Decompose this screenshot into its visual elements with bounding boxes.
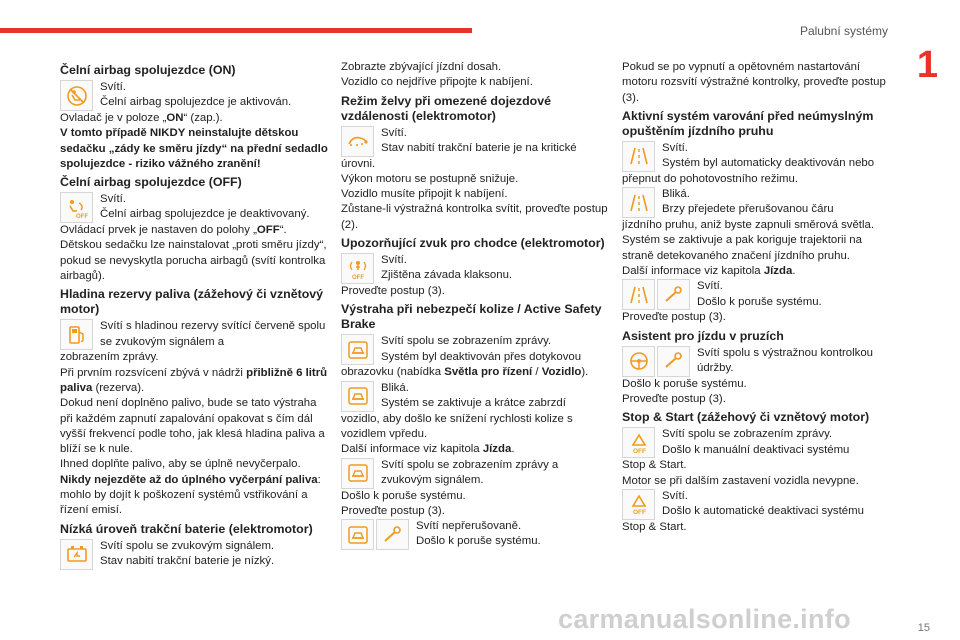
text: Došlo k poruše systému.	[416, 535, 541, 548]
paragraph	[341, 442, 609, 457]
paragraph: přepnut do pohotovostního režimu.	[622, 172, 799, 185]
turtle-icon	[341, 126, 374, 157]
paragraph: Proveďte postup (3).	[622, 392, 726, 405]
text: Brzy přejedete přerušovanou čáru	[662, 203, 834, 216]
heading-turtle-mode: Režim želvy při omezené dojezdové vzdálenosti (elektromotor)	[341, 93, 552, 123]
paragraph: Dětskou sedačku lze nainstalovat „proti směru jízdy“, pokud se nevyskytla porucha airbagů (svítí kontrolka airbagů).	[60, 239, 327, 283]
paragraph: Systém se zaktivuje a pak koriguje trajektorii na straně detekovaného značení jízdního pruhu.	[622, 234, 862, 262]
wrench-service-icon	[657, 279, 690, 310]
indicator-row-collision-1	[341, 334, 609, 365]
off-label: OFF	[632, 447, 646, 454]
text: Svítí spolu s výstražnou kontrolkou	[697, 346, 874, 359]
heading-lane-departure: Aktivní systém varování před neúmyslným opuštěním jízdního pruhu	[622, 108, 874, 138]
text: Jízda	[482, 443, 512, 456]
heading-collision-warning: Výstraha při nebezpečí kolize / Active Safety Brake	[341, 302, 602, 332]
lane-departure-icon	[622, 279, 655, 310]
paragraph: Stop & Start.	[622, 520, 687, 533]
paragraph: Zůstane-li výstražná kontrolka svítit, proveďte postup (2).	[341, 203, 608, 231]
indicator-row-turtle	[341, 126, 609, 157]
off-label: OFF	[351, 274, 364, 280]
paragraph: Proveďte postup (3).	[622, 311, 726, 324]
text: Došlo k automatické deaktivaci systému	[662, 505, 864, 518]
airbag-on-icon	[60, 80, 93, 111]
stop-start-off-icon	[622, 427, 655, 458]
off-label: OFF	[75, 213, 88, 219]
column-2	[341, 60, 609, 550]
paragraph: Vozidlo co nejdříve připojte k nabíjení.	[341, 76, 533, 89]
paragraph: Dokud není doplněno palivo, bude se tato výstraha při každém zapnutí zapalování opakovat s čím dál vyšší frekvencí podle toho, jak klesá hladina paliva a blíží se k nule.	[60, 397, 325, 456]
collision-warning-icon	[341, 381, 374, 412]
paragraph: Zobrazte zbývající jízdní dosah.	[341, 61, 502, 73]
text: Jízda	[763, 265, 793, 278]
paragraph: Motor se při dalším zastavení vozidla nevypne.	[622, 474, 859, 487]
text: přibližně 6 litrů paliva	[60, 366, 328, 394]
indicator-row-collision-2	[341, 381, 609, 412]
text: Svítí.	[662, 141, 688, 154]
text: Svítí spolu se zobrazením zprávy.	[381, 335, 552, 348]
text: Svítí.	[100, 193, 126, 206]
paragraph: Došlo k poruše systému.	[622, 377, 747, 390]
text: Další informace viz kapitola	[341, 443, 483, 456]
indicator-row-stop-start-2	[622, 489, 890, 520]
collision-warning-icon	[341, 334, 374, 365]
paragraph: Proveďte postup (3).	[341, 285, 445, 298]
text: Systém byl automaticky deaktivován nebo	[662, 157, 875, 170]
pedestrian-sound-icon	[341, 253, 374, 284]
section-title: Palubní systémy	[799, 24, 888, 38]
collision-warning-icon	[341, 458, 374, 489]
chapter-number: 1	[916, 44, 938, 86]
indicator-row-airbag-off	[60, 192, 328, 223]
off-label: OFF	[632, 509, 646, 516]
indicator-row-stop-start-1	[622, 427, 890, 458]
text: Čelní airbag spolujezdce je aktivován.	[100, 96, 292, 109]
text: Ovládací prvek je nastaven do polohy „	[60, 224, 257, 237]
lane-departure-icon	[622, 141, 655, 172]
indicator-row-lane-assist	[622, 346, 890, 377]
text: Čelní airbag spolujezdce je deaktivovaný.	[100, 208, 310, 221]
collision-warning-icon	[341, 519, 374, 550]
paragraph: Došlo k poruše systému.	[341, 489, 466, 502]
stop-start-off-icon	[622, 489, 655, 520]
paragraph	[60, 223, 328, 238]
paragraph: Proveďte postup (3).	[341, 504, 445, 517]
text: Světla pro řízení	[444, 366, 533, 379]
text: : mohlo by dojít k poškození systémů vstřikování a řízení emisí.	[60, 473, 321, 517]
heading-stop-start: Stop & Start (zážehový či vznětový motor)	[622, 410, 870, 425]
indicator-row-lane-3	[622, 279, 890, 310]
indicator-row-airbag-on	[60, 80, 328, 111]
paragraph: Vozidlo musíte připojit k nabíjení.	[341, 188, 508, 201]
text: Svítí.	[697, 280, 723, 293]
wrench-service-icon	[376, 519, 409, 550]
steering-wheel-icon	[622, 346, 655, 377]
text: obrazovku (nabídka	[341, 366, 445, 379]
text: “.	[279, 224, 287, 237]
heading-pedestrian-sound: Upozorňující zvuk pro chodce (elektromotor)	[341, 236, 605, 251]
paragraph: jízdního pruhu, aniž byste zapnuli směrová světla.	[622, 219, 874, 232]
indicator-row-battery	[60, 539, 328, 570]
paragraph: zobrazením zprávy.	[60, 351, 159, 364]
heading-airbag-on: Čelní airbag spolujezdce (ON)	[60, 63, 236, 77]
text: Svítí s hladinou rezervy svítící červeně spolu se zvukovým signálem a	[100, 320, 326, 348]
text: “ (zap.).	[183, 112, 223, 124]
text: Zjištěna závada klaksonu.	[381, 269, 513, 282]
text: Stav nabití trakční baterie je nízký.	[100, 554, 275, 567]
battery-icon	[60, 539, 93, 570]
indicator-row-lane-1	[622, 141, 890, 172]
paragraph: úrovni.	[341, 157, 376, 170]
text: Při prvním rozsvícení zbývá v nádrži	[60, 366, 247, 379]
paragraph	[60, 366, 328, 397]
paragraph	[341, 365, 609, 380]
airbag-off-icon	[60, 192, 93, 223]
indicator-row-collision-4	[341, 519, 609, 550]
indicator-row-pedestrian-sound	[341, 253, 609, 284]
paragraph: Stop & Start.	[622, 459, 687, 472]
fuel-pump-icon	[60, 319, 93, 350]
text: Došlo k manuální deaktivaci systému	[662, 443, 850, 456]
text: Nikdy nejezděte až do úplného vyčerpání paliva	[60, 473, 318, 486]
paragraph: vozidlo, aby došlo ke snížení rychlosti kolize s vozidlem vpředu.	[341, 412, 573, 440]
heading-airbag-off: Čelní airbag spolujezdce (OFF)	[60, 175, 242, 190]
wrench-service-icon	[657, 346, 690, 377]
heading-fuel-reserve: Hladina rezervy paliva (zážehový či vznětový motor)	[60, 287, 324, 317]
text: ON	[166, 112, 184, 124]
text: Stav nabití trakční baterie je na kritické	[381, 141, 577, 154]
indicator-row-fuel	[60, 319, 328, 350]
header-accent-bar	[0, 28, 472, 33]
watermark: carmanualsonline.info	[558, 604, 851, 634]
heading-traction-battery-low: Nízká úroveň trakční baterie (elektromotor)	[60, 521, 313, 536]
text: Svítí spolu se zobrazením zprávy a	[381, 458, 559, 471]
text: Svítí.	[100, 81, 126, 93]
text: Svítí.	[662, 489, 688, 502]
text: Ovladač je v poloze „	[60, 112, 167, 124]
text: /	[532, 366, 542, 379]
lane-departure-icon	[622, 187, 655, 218]
text: ).	[581, 366, 589, 379]
text: Systém se zaktivuje a krátce zabrzdí	[381, 396, 566, 409]
text: Svítí spolu se zobrazením zprávy.	[662, 428, 833, 441]
text: Vozidlo	[541, 366, 582, 379]
text: Svítí.	[381, 254, 407, 267]
text: V tomto případě NIKDY neinstalujte dětskou sedačku „zády ke směru jízdy“ na přední sedadlo spolujezdce - riziko vážného zranění!	[60, 127, 328, 170]
paragraph: Ihned doplňte palivo, aby se úplně nevyčerpalo.	[60, 458, 301, 471]
column-1	[60, 60, 328, 570]
paragraph	[60, 473, 328, 519]
text: Další informace viz kapitola	[622, 265, 764, 278]
text: Systém byl deaktivován přes dotykovou	[381, 350, 582, 363]
page-number: 15	[917, 622, 930, 634]
text: .	[792, 265, 796, 278]
column-3	[622, 60, 890, 535]
text: Bliká.	[662, 188, 690, 201]
indicator-row-lane-2	[622, 187, 890, 218]
text: údržby.	[697, 361, 734, 374]
text: .	[511, 443, 515, 456]
text: Bliká.	[381, 381, 409, 394]
paragraph	[60, 111, 328, 126]
text: zvukovým signálem.	[381, 473, 484, 486]
text: Svítí spolu se zvukovým signálem.	[100, 539, 275, 552]
paragraph: Pokud se po vypnutí a opětovném nastartování motoru rozsvítí výstražné kontrolky, proveďte postup (3).	[622, 61, 886, 104]
paragraph	[622, 264, 890, 279]
text: (rezerva).	[92, 381, 145, 394]
text: Svítí.	[381, 126, 407, 139]
warning-paragraph	[60, 126, 328, 172]
heading-lane-keeping-assist: Asistent pro jízdu v pruzích	[622, 328, 784, 343]
text: Došlo k poruše systému.	[697, 295, 822, 308]
text: OFF	[256, 224, 280, 237]
indicator-row-collision-3	[341, 458, 609, 489]
text: Svítí nepřerušovaně.	[416, 520, 522, 533]
paragraph: Výkon motoru se postupně snižuje.	[341, 172, 519, 185]
